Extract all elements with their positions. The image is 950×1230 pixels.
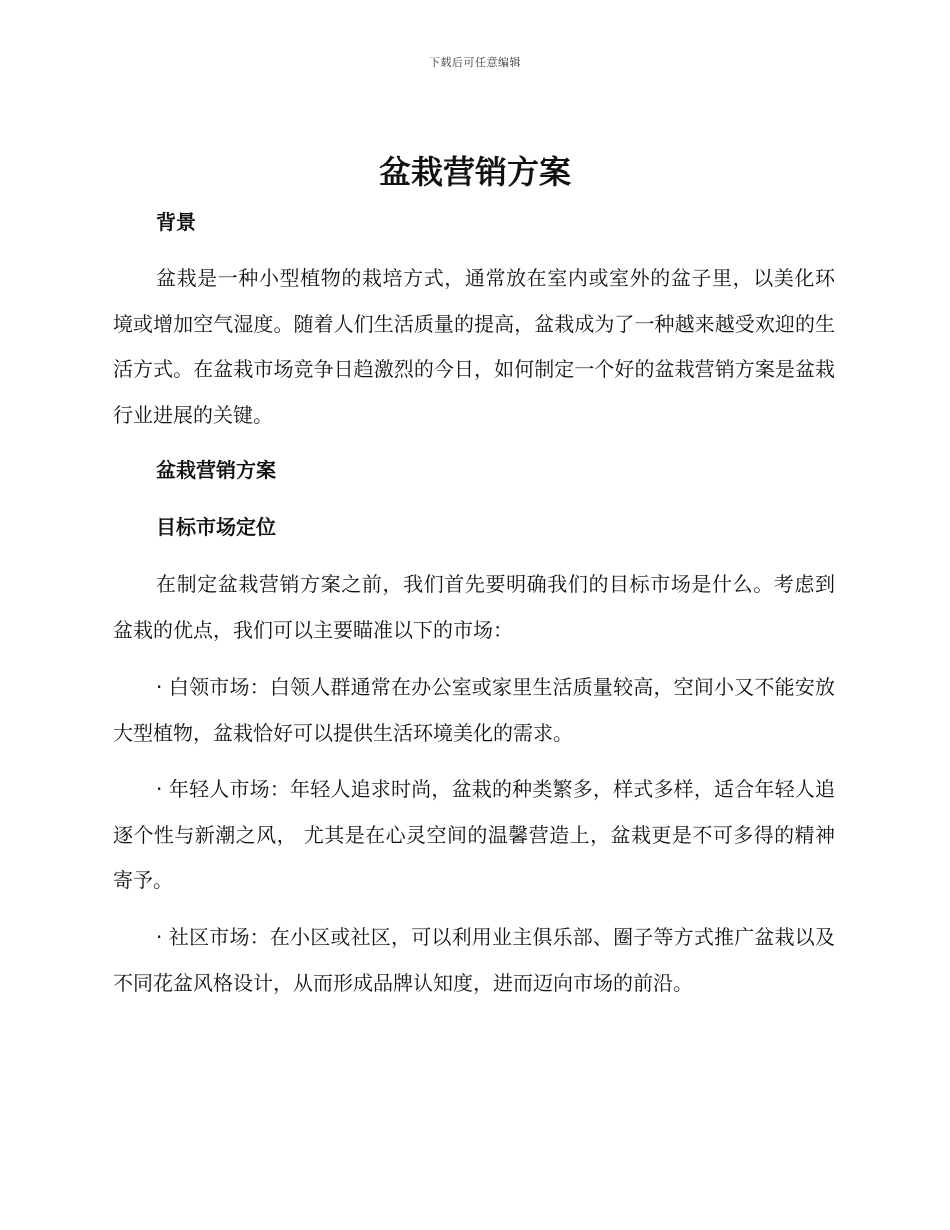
heading-background: 背景	[156, 210, 196, 234]
heading-target-market: 目标市场定位	[156, 515, 276, 539]
bullet-white-collar: · 白领市场：白领人群通常在办公室或家里生活质量较高，空间小又不能安放大型植物，盆栽恰好可以提供生活环境美化的需求。	[113, 675, 835, 745]
bullet-youth: · 年轻人市场：年轻人追求时尚，盆栽的种类繁多，样式多样，适合年轻人追逐个性与新潮之风， 尤其是在心灵空间的温馨营造上，盆栽更是不可多得的精神寄予。	[113, 777, 835, 892]
heading-marketing-plan: 盆栽营销方案	[156, 458, 276, 482]
paragraph-background: 盆栽是一种小型植物的栽培方式，通常放在室内或室外的盆子里，以美化环境或增加空气湿度。随着人们生活质量的提高，盆栽成为了一种越来越受欢迎的生活方式。在盆栽市场竞争日趋激烈的今日，如何制定一个好的盆栽营销方案是盆栽行业进展的关键。	[113, 266, 835, 427]
bullet-community: · 社区市场：在小区或社区，可以利用业主俱乐部、圈子等方式推广盆栽以及不同花盆风格设计，从而形成品牌认知度，进而迈向市场的前沿。	[113, 925, 835, 995]
document-title: 盆栽营销方案	[378, 153, 571, 191]
header-note: 下载后可任意编辑	[429, 56, 521, 69]
paragraph-target-intro: 在制定盆栽营销方案之前，我们首先要明确我们的目标市场是什么。考虑到盆栽的优点，我们可以主要瞄准以下的市场：	[113, 572, 835, 642]
